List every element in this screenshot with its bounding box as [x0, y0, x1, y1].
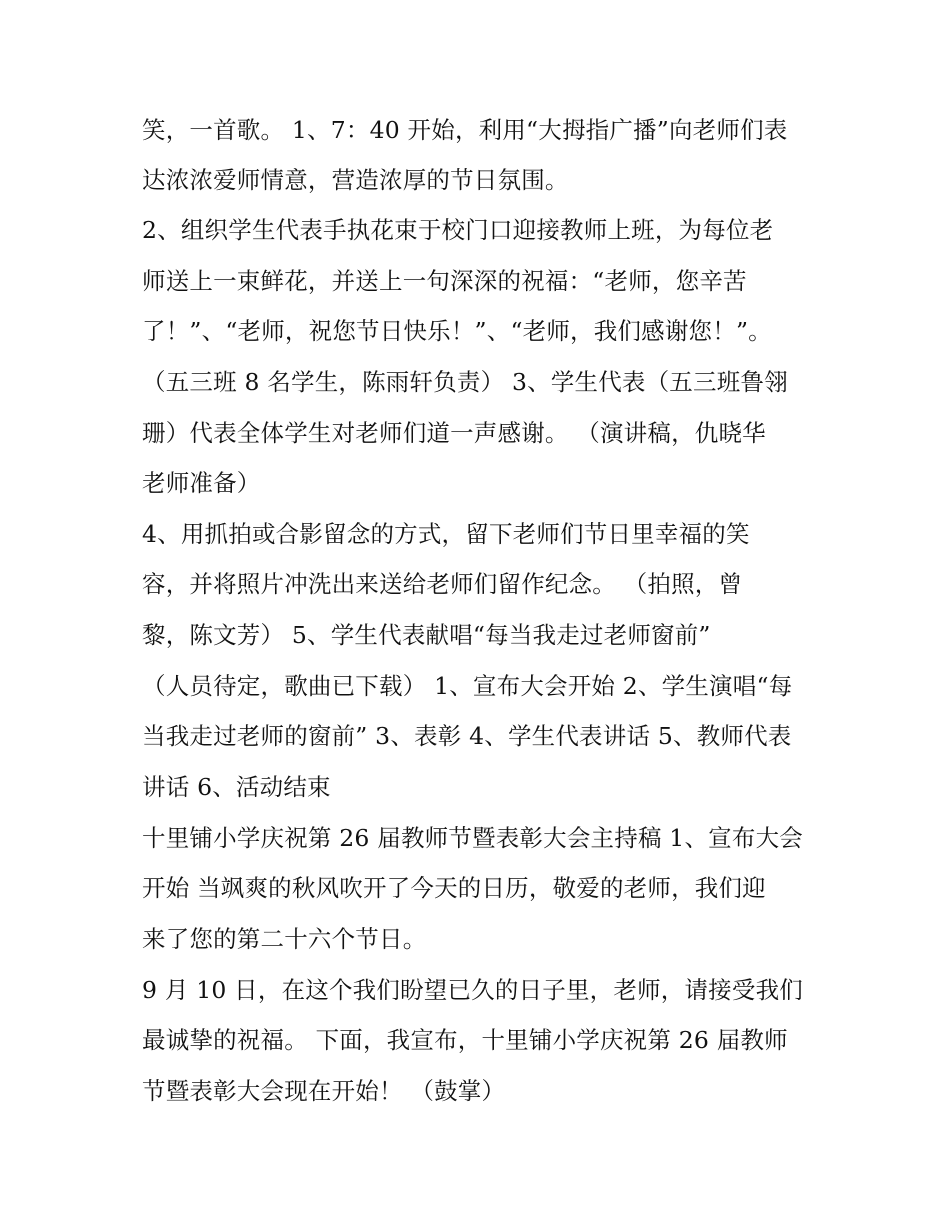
text-line: 开始 当飒爽的秋风吹开了今天的日历，敬爱的老师，我们迎: [142, 874, 766, 902]
text-line: 当我走过老师的窗前” 3、表彰 4、学生代表讲话 5、教师代表: [142, 722, 792, 750]
text-line: 达浓浓爱师情意，营造浓厚的节日氛围。: [142, 166, 569, 194]
text-line: 了！”、“老师，祝您节日快乐！”、“老师，我们感谢您！”。: [142, 317, 772, 345]
text-line: 十里铺小学庆祝第 26 届教师节暨表彰大会主持稿 1、宣布大会: [142, 824, 803, 852]
text-line: 2、组织学生代表手执花束于校门口迎接教师上班，为每位老: [142, 216, 774, 244]
text-line: 来了您的第二十六个节日。: [142, 925, 427, 953]
text-line: 9 月 10 日，在这个我们盼望已久的日子里，老师，请接受我们: [142, 976, 803, 1004]
text-line: 笑，一首歌。 1、7：40 开始，利用“大拇指广播”向老师们表: [142, 116, 788, 144]
text-line: 老师准备）: [142, 469, 261, 497]
text-line: 讲话 6、活动结束: [142, 773, 331, 801]
text-line: 4、用抓拍或合影留念的方式，留下老师们节日里幸福的笑: [142, 520, 750, 548]
text-line: 最诚挚的祝福。 下面，我宣布，十里铺小学庆祝第 26 届教师: [142, 1026, 788, 1054]
text-line: 珊）代表全体学生对老师们道一声感谢。 （演讲稿，仇晓华: [142, 419, 766, 447]
text-line: 黎，陈文芳） 5、学生代表献唱“每当我走过老师窗前”: [142, 621, 711, 649]
text-line: （人员待定，歌曲已下载） 1、宣布大会开始 2、学生演唱“每: [142, 672, 793, 700]
text-line: 师送上一束鲜花，并送上一句深深的祝福：“老师，您辛苦: [142, 267, 747, 295]
text-line: 节暨表彰大会现在开始！ （鼓掌）: [142, 1077, 506, 1105]
text-line: （五三班 8 名学生，陈雨轩负责） 3、学生代表（五三班鲁翎: [142, 368, 788, 396]
text-line: 容，并将照片冲洗出来送给老师们留作纪念。 （拍照，曾: [142, 570, 743, 598]
